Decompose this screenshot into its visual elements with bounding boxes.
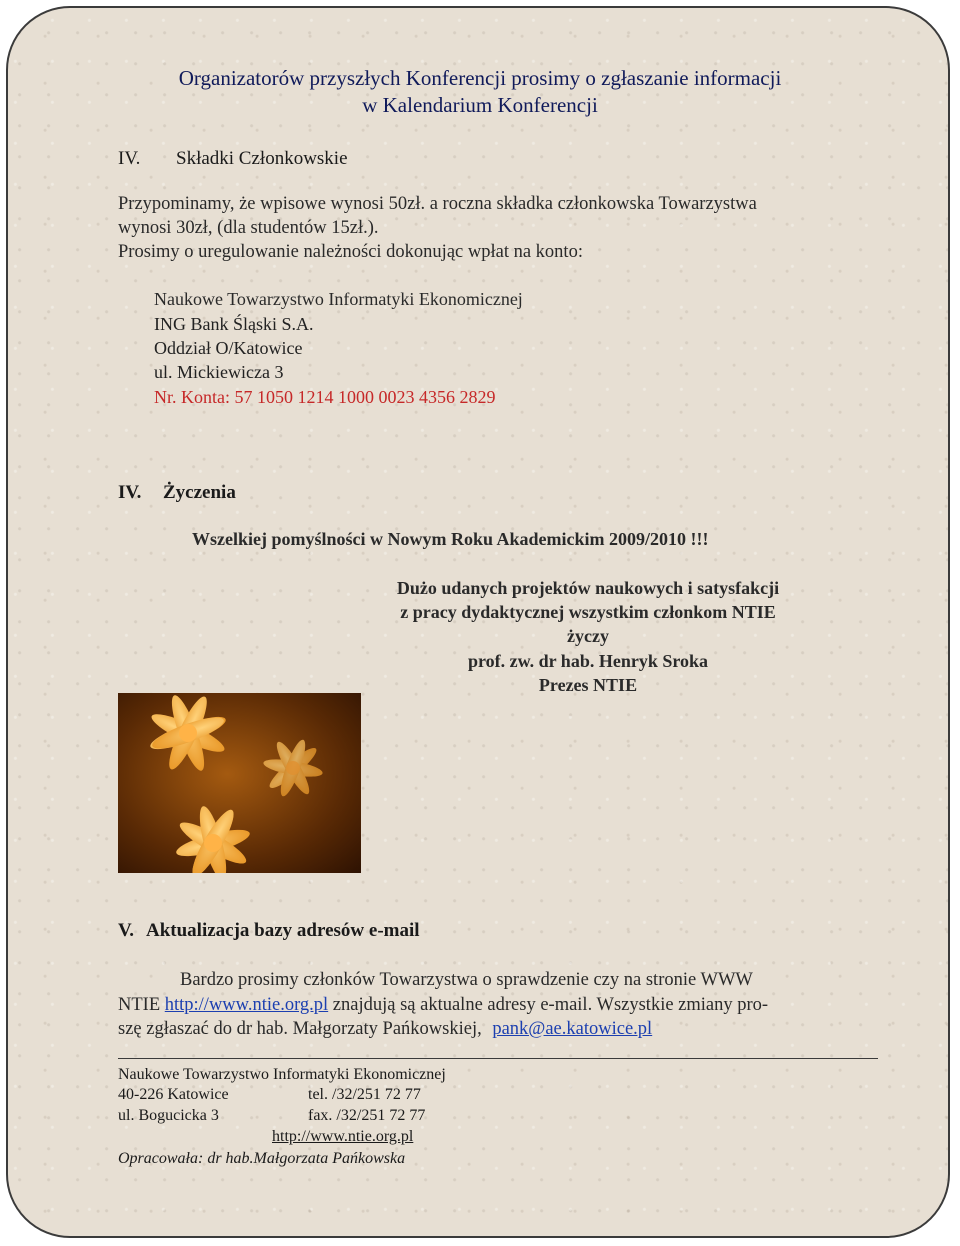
wishes-line1: Wszelkiej pomyślności w Nowym Roku Akademickim 2009/2010 !!! <box>192 529 709 549</box>
section-email-title: Aktualizacja bazy adresów e-mail <box>146 920 420 941</box>
bank-branch: Oddział O/Katowice <box>154 338 303 358</box>
section-fees-title: Składki Członkowskie <box>176 148 348 169</box>
email-para-line3 <box>118 1019 652 1040</box>
footer-street: ul. Bogucicka 3 <box>118 1107 219 1124</box>
section-email-number: V. <box>118 920 135 941</box>
wishes-line4: życzy <box>567 626 609 646</box>
fees-para-line2: wynosi 30zł, (dla studentów 15zł.). <box>118 218 379 238</box>
email-para-line3-prefix: szę zgłaszać do dr hab. Małgorzaty Pańkowskiej, <box>118 1019 482 1039</box>
bank-name: ING Bank Śląski S.A. <box>154 314 314 334</box>
wishes-signature: prof. zw. dr hab. Henryk Sroka <box>467 651 709 671</box>
email-para-line2-suffix: znajdują są aktualne adresy e-mail. Wszystkie zmiany pro- <box>332 995 769 1015</box>
section-wishes-title: Życzenia <box>163 482 236 503</box>
contact-email-link[interactable]: pank@ae.katowice.pl <box>492 1019 653 1039</box>
footer-fax: fax. /32/251 72 77 <box>308 1107 426 1124</box>
header-line2: w Kalendarium Konferencji <box>362 93 598 117</box>
footer-divider <box>118 1058 878 1059</box>
email-para-line2 <box>118 995 768 1016</box>
wishes-signature-title: Prezes NTIE <box>538 675 638 695</box>
fees-para-line1: Przypominamy, że wpisowe wynosi 50zł. a roczna składka członkowska Towarzystwa <box>118 194 757 214</box>
section-fees-number: IV. <box>118 148 141 169</box>
orange-flowers-photo <box>118 693 361 873</box>
footer-org: Naukowe Towarzystwo Informatyki Ekonomicznej <box>118 1066 446 1083</box>
email-para-line1: Bardzo prosimy członków Towarzystwa o sprawdzenie czy na stronie WWW <box>180 970 753 990</box>
header-line1: Organizatorów przyszłych Konferencji prosimy o zgłaszanie informacji <box>178 66 782 90</box>
bank-account-number: Nr. Konta: 57 1050 1214 1000 0023 4356 2829 <box>154 387 496 407</box>
wishes-line3: z pracy dydaktycznej wszystkim członkom NTIE <box>400 602 776 622</box>
email-para-line2-prefix: NTIE <box>118 995 161 1015</box>
bank-street: ul. Mickiewicza 3 <box>154 362 284 382</box>
wishes-line2: Dużo udanych projektów naukowych i satysfakcji <box>396 578 780 598</box>
fees-para-line3: Prosimy o uregulowanie należności dokonując wpłat na konto: <box>118 242 583 262</box>
ntie-website-link[interactable]: http://www.ntie.org.pl <box>164 995 329 1015</box>
footer-www-link[interactable]: http://www.ntie.org.pl <box>272 1128 414 1145</box>
section-wishes-number: IV. <box>118 482 142 503</box>
footer-city: 40-226 Katowice <box>118 1086 229 1103</box>
footer-tel: tel. /32/251 72 77 <box>308 1086 421 1103</box>
bank-org-name: Naukowe Towarzystwo Informatyki Ekonomicznej <box>154 289 523 309</box>
page-frame <box>6 6 950 1238</box>
footer-author: Opracowała: dr hab.Małgorzata Pańkowska <box>118 1150 406 1167</box>
